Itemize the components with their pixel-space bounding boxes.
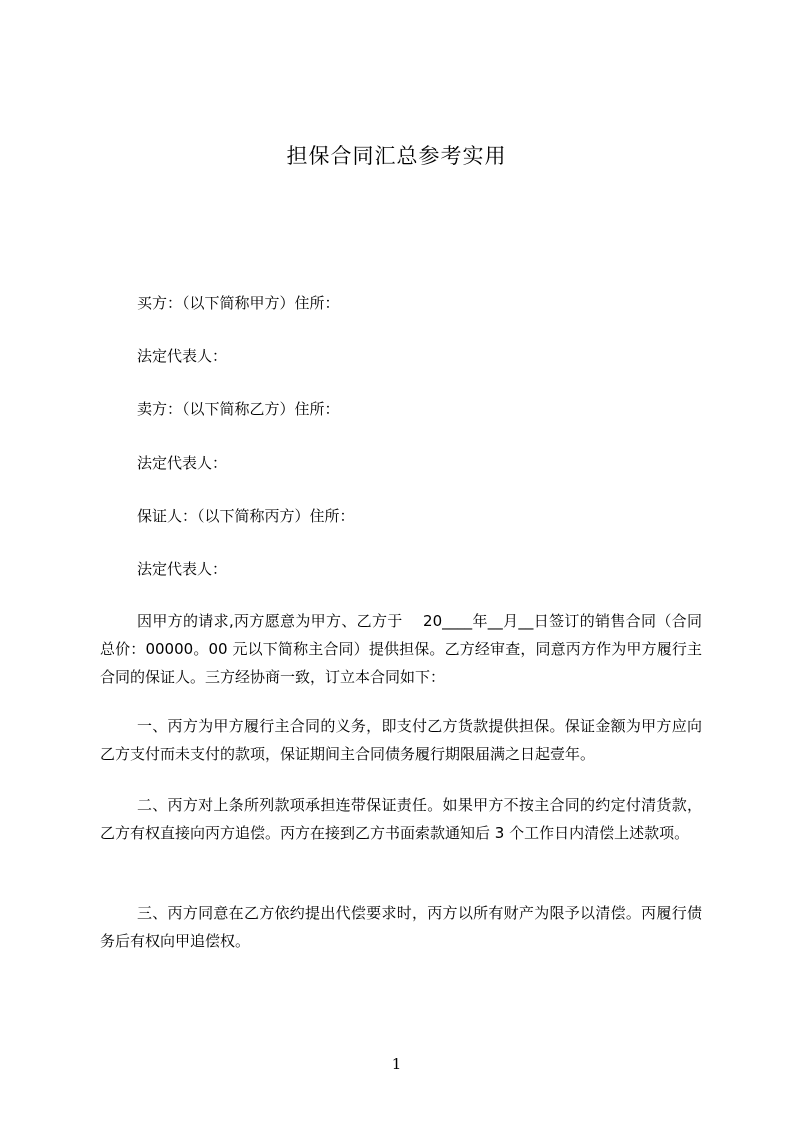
clause-3-paragraph: 三、丙方同意在乙方依约提出代偿要求时，丙方以所有财产为限予以清偿。丙履行债务后有权向甲追偿权。 [100, 904, 702, 950]
page-number: 1 [391, 1055, 402, 1073]
preamble-paragraph: 因甲方的请求,丙方愿意为甲方、乙方于 20____年__月__日签订的销售合同（合同总价：00000。00 元以下简称主合同）提供担保。乙方经审查，同意丙方作为甲方履行主合同的保证人。三方经协商一致，订立本合同如下： [100, 612, 702, 686]
clause-1-paragraph: 一、丙方为甲方履行主合同的义务，即支付乙方货款提供担保。保证金额为甲方应向乙方支付而未支付的款项，保证期间主合同债务履行期限届满之日起壹年。 [100, 717, 702, 763]
seller-representative-line: 法定代表人： [137, 454, 228, 472]
guarantor-line: 保证人：（以下简称丙方）住所： [137, 507, 355, 525]
guarantor-representative-line: 法定代表人： [137, 560, 228, 578]
clause-2-paragraph: 二、丙方对上条所列款项承担连带保证责任。如果甲方不按主合同的约定付清货款，乙方有权直接向丙方追偿。丙方在接到乙方书面索款通知后 3 个工作日内清偿上述款项。 [100, 796, 702, 842]
seller-line: 卖方：（以下简称乙方）住所： [137, 400, 340, 418]
buyer-line: 买方：（以下简称甲方）住所： [137, 294, 340, 312]
document-title: 担保合同汇总参考实用 [286, 144, 507, 168]
buyer-representative-line: 法定代表人： [137, 347, 228, 365]
